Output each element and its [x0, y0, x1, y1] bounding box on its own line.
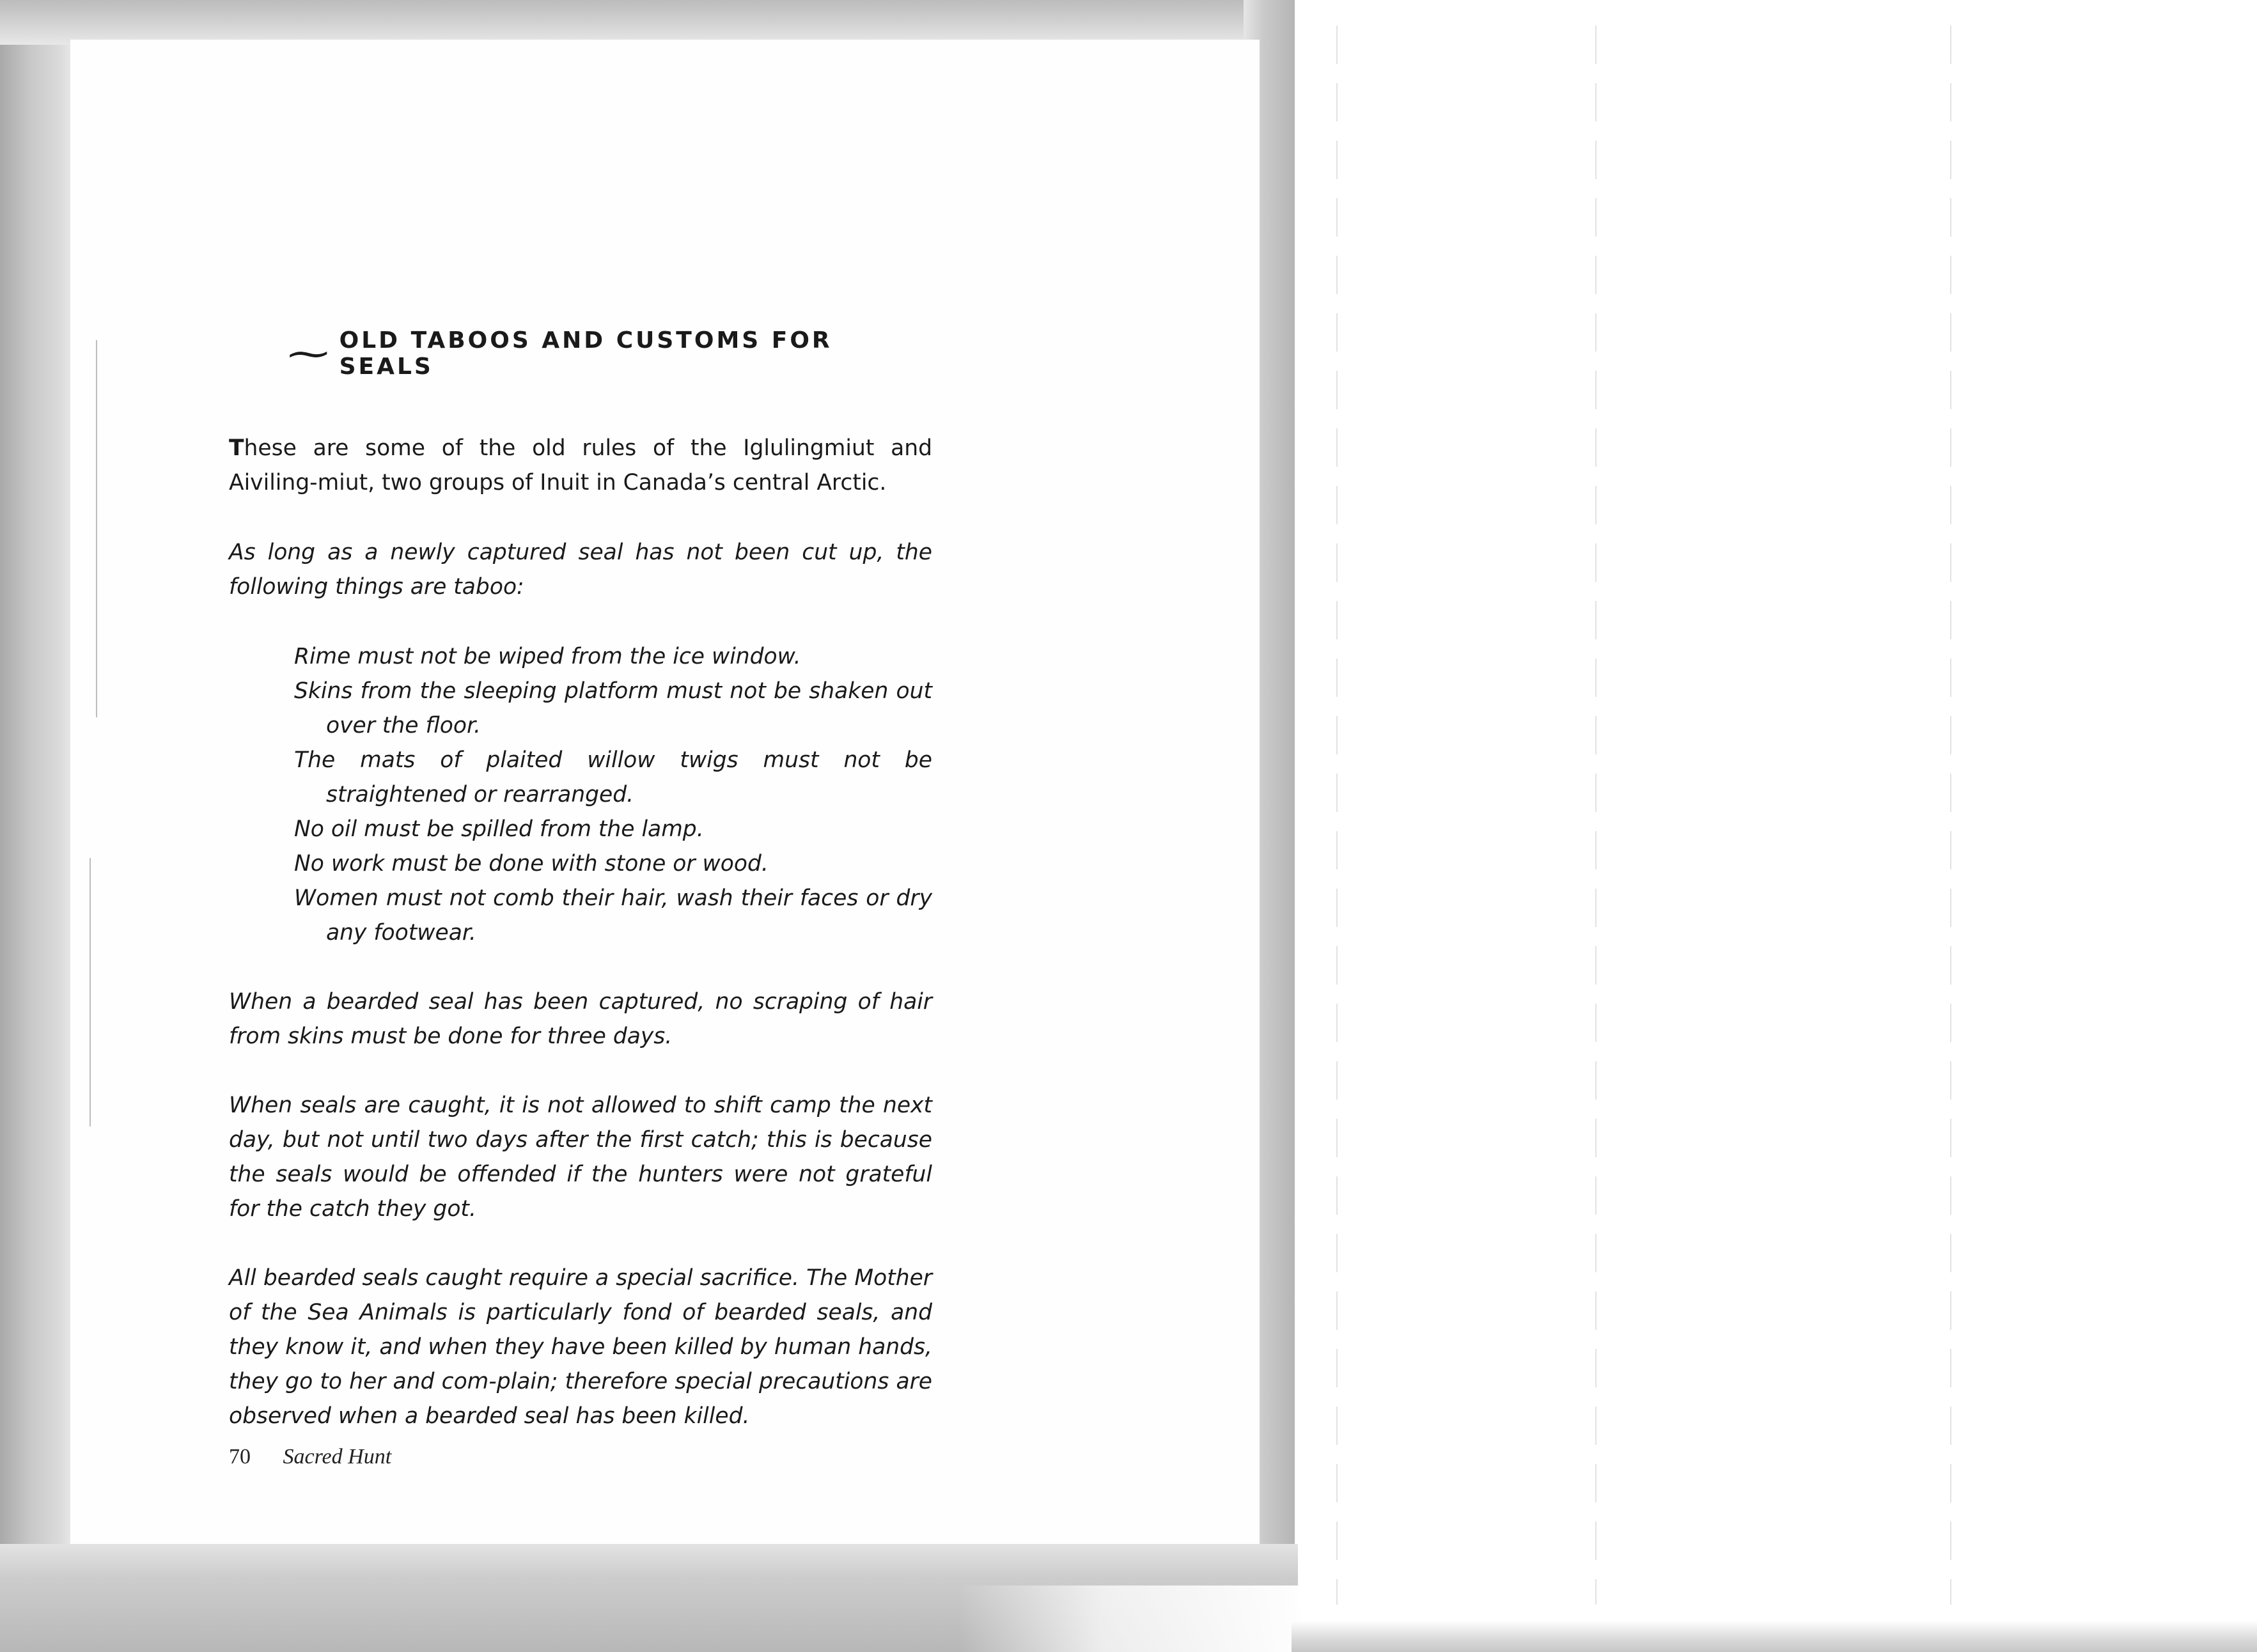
taboo-lead-paragraph: As long as a newly captured seal has not been cut up, the following things are taboo: — [229, 540, 932, 600]
scanner-shadow-top — [0, 0, 1298, 45]
section-heading — [283, 327, 932, 380]
page-edge-rule — [90, 858, 91, 1126]
page-edge-rule — [96, 340, 97, 717]
running-book-title: Sacred Hunt — [283, 1445, 392, 1469]
page-footer — [229, 1445, 391, 1469]
taboo-list — [294, 639, 932, 950]
intro-paragraph — [229, 431, 932, 500]
taboo-item: No work must be done with stone or wood. — [294, 851, 769, 877]
right-page-crease — [1336, 26, 1338, 1605]
taboo-item: Rime must not be wiped from the ice window. — [294, 644, 801, 669]
intro-text: hese are some of the old rules of the Iglulingmiut and Aiviling-miut, two groups of Inuit in Canada’s central Arctic. — [229, 435, 932, 495]
scanner-bottom-band — [1292, 1621, 2257, 1652]
body-paragraph: When seals are caught, it is not allowed to shift camp the next day, but not until two days after the first catch; this is because the seals would be offended if the hunters were not grateful for the catch they got. — [229, 1093, 932, 1222]
taboo-item: Women must not comb their hair, wash their faces or dry any footwear. — [294, 885, 932, 946]
body-paragraph: When a bearded seal has been captured, no scraping of hair from skins must be done for three days. — [229, 989, 932, 1049]
right-page-crease — [1950, 26, 1951, 1605]
heading-title: OLD TABOOS AND CUSTOMS FOR SEALS — [339, 327, 832, 380]
taboo-item: The mats of plaited willow twigs must not be straightened or rearranged. — [294, 747, 932, 807]
scanner-shadow-left — [0, 0, 77, 1652]
taboo-item: Skins from the sleeping platform must not be shaken out over the floor. — [294, 678, 932, 738]
right-page-blank — [1295, 0, 2257, 1624]
tilde-ornament-icon: ~ — [283, 332, 334, 375]
chapter-text — [229, 327, 932, 1433]
right-page-crease — [1595, 26, 1597, 1605]
page-number: 70 — [229, 1445, 251, 1469]
intro-first-letter: T — [229, 435, 244, 461]
taboo-item: No oil must be spilled from the lamp. — [294, 816, 704, 842]
scanner-shadow-fade — [959, 1586, 1317, 1652]
body-paragraph: All bearded seals caught require a special sacrifice. The Mother of the Sea Animals is particularly fond of bearded seals, and they know it, and when they have been killed by human hands, they go to her and com-plain; therefore special precautions are observed when a bearded seal has been killed. — [229, 1265, 932, 1429]
